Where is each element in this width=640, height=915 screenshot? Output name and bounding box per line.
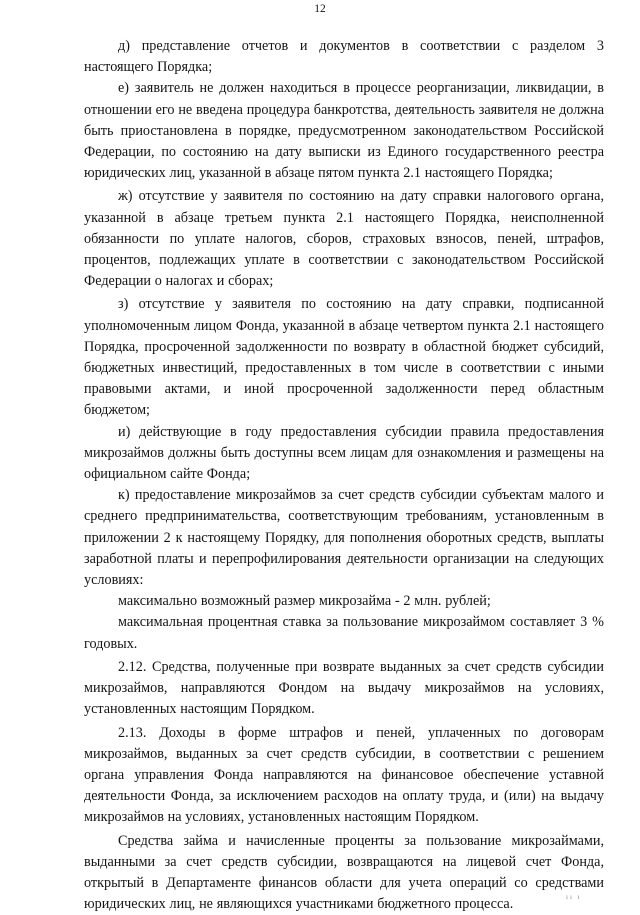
paragraph-z: з) отсутствие у заявителя по состоянию на дату справки, подписанной уполномоченным лицом Фонда, указанной в абзаце четвертом пункта 2.1 настоящего Порядка, просроченной задолженности по возврату в областной бюджет субсидий, бюджетных инвестиций, предоставленных в том числе в соответствии с иными правовыми актами, и иной просроченной задолженности перед областным бюджетом; bbox=[84, 296, 604, 419]
paragraph-d: д) представление отчетов и документов в соответствии с разделом 3 настоящего Порядка; bbox=[84, 38, 604, 76]
paragraph-2-12: 2.12. Средства, полученные при возврате выданных за счет средств субсидии микрозаймов, направляются Фондом на выдачу микрозаймов на условиях, установленных настоящим Порядком. bbox=[84, 658, 604, 718]
paragraph-loan-return: Средства займа и начисленные проценты за пользование микрозаймами, выданными за счет средств субсидии, возвращаются на лицевой счет Фонда, открытый в Департаменте финансов области для учета операций со средствами юридических лиц, не являющихся участниками бюджетного процесса. bbox=[84, 832, 604, 913]
paragraph-i: и) действующие в году предоставления субсидии правила предоставления микрозаймов должны быть доступны всем лицам для ознакомления и размещены на официальном сайте Фонда; bbox=[84, 423, 604, 483]
paragraph-max-rate: максимальная процентная ставка за пользование микрозаймом составляет 3 % годовых. bbox=[84, 614, 604, 652]
paragraph-max-size: максимально возможный размер микрозайма - 2 млн. рублей; bbox=[118, 593, 491, 610]
paragraph-2-13: 2.13. Доходы в форме штрафов и пеней, уплаченных по договорам микрозаймов, выданных за счет средств субсидии, в соответствии с решением органа управления Фонда направляются на финансовое обеспечение уставной деятельности Фонда, за исключением расходов на оплату труда, и (или) на выдачу микрозаймов на условиях, установленных настоящим Порядком. bbox=[84, 724, 604, 826]
paragraph-zh: ж) отсутствие у заявителя по состоянию на дату справки налогового органа, указанной в абзаце третьем пункта 2.1 настоящего Порядка, неисполненной обязанности по уплате налогов, сборов, страховых взносов, пеней, штрафов, процентов, подлежащих уплате в соответствии с законодательством Российской Федерации о налогах и сборах; bbox=[84, 188, 604, 290]
page-number: 12 bbox=[314, 3, 326, 15]
paragraph-k: к) предоставление микрозаймов за счет средств субсидии субъектам малого и среднего предпринимательства, соответствующим требованиям, установленным в приложении 2 к настоящему Порядку, для пополнения оборотных средств, выплаты заработной платы и перепрофилирования деятельности организации на следующих условиях: bbox=[84, 487, 604, 589]
document-body bbox=[84, 36, 604, 915]
scan-margin-mark: ıı ı bbox=[566, 893, 582, 901]
paragraph-e: е) заявитель не должен находиться в процессе реорганизации, ликвидации, в отношении его не введена процедура банкротства, деятельность заявителя не должна быть приостановлена в порядке, предусмотренном законодательством Российской Федерации, по состоянию на дату выписки из Единого государственного реестра юридических лиц, указанной в абзаце пятом пункта 2.1 настоящего Порядка; bbox=[84, 80, 604, 182]
